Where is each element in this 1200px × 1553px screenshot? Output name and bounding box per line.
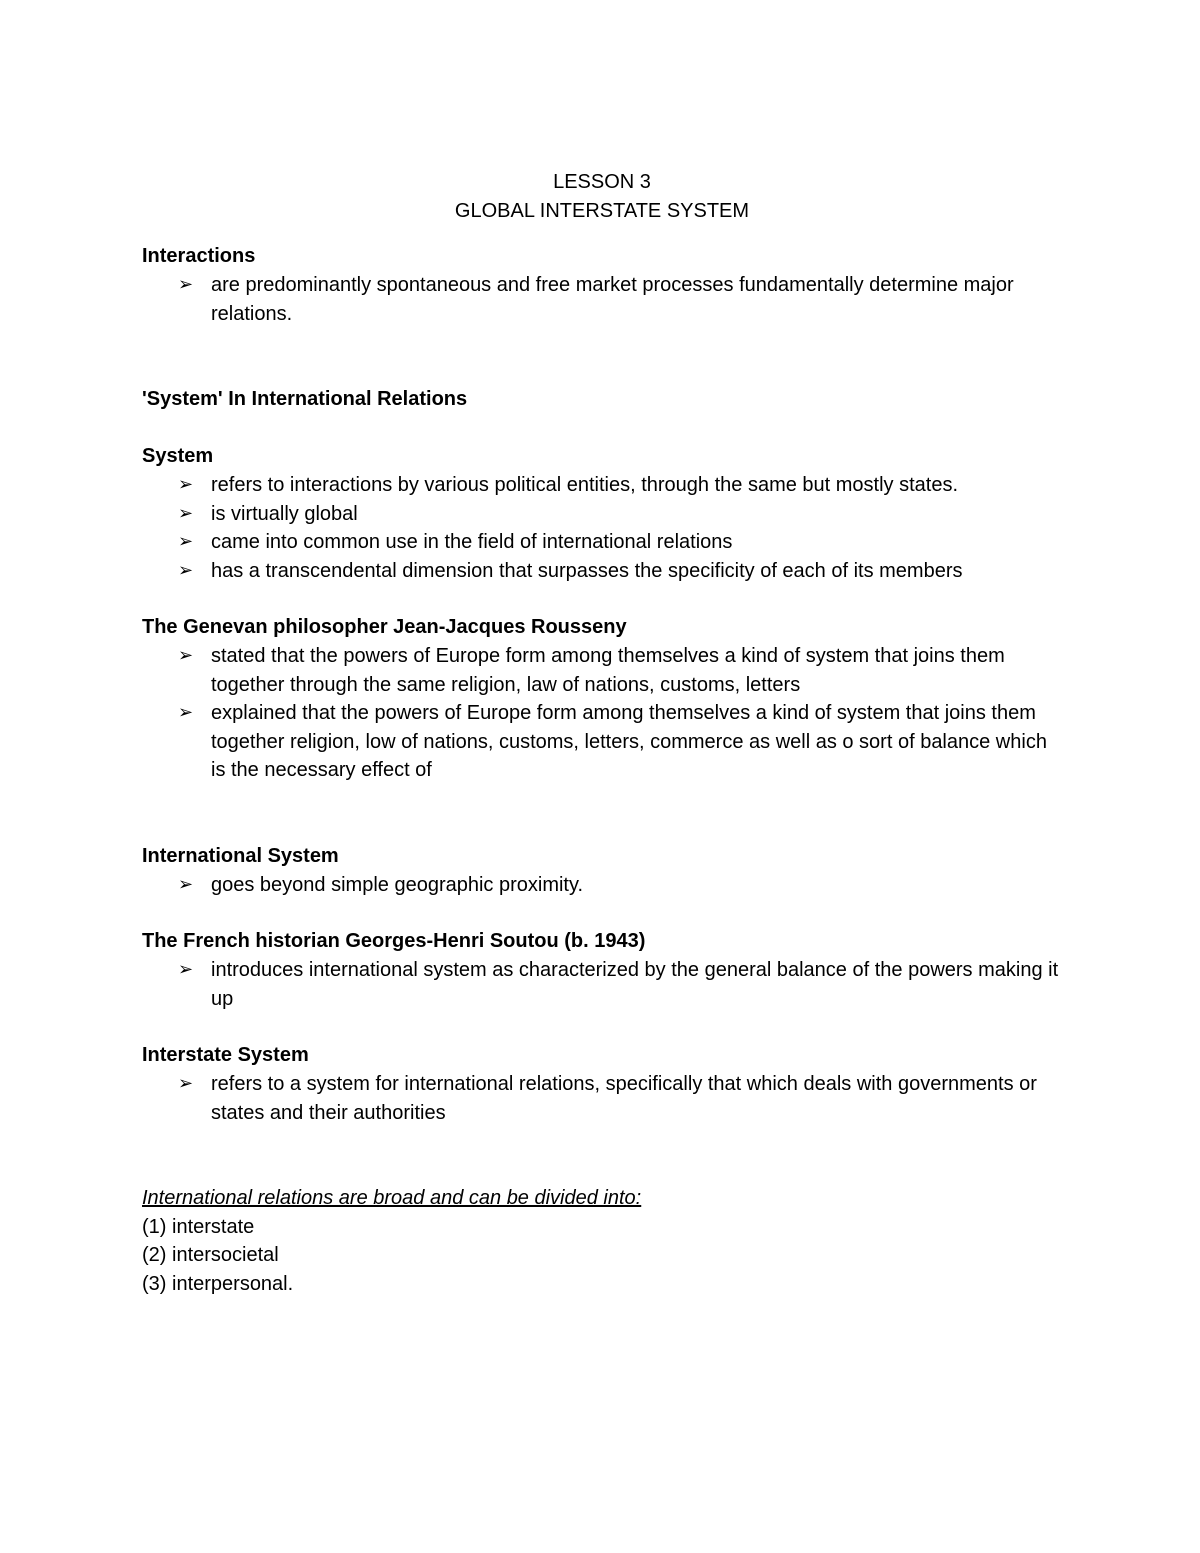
division-item: (2) intersocietal (142, 1244, 279, 1266)
bullet-list-interactions (142, 271, 1062, 328)
heading-interstate-system: Interstate System (142, 1044, 309, 1066)
divisions-intro: International relations are broad and can be divided into: (142, 1187, 642, 1209)
division-item: (3) interpersonal. (142, 1272, 294, 1295)
arrow-bullet-icon: ➢ (178, 531, 194, 552)
bullet-list-international-system (142, 871, 1062, 900)
list-item: ➢ introduces international system as characterized by the general balance of the powers making it up (142, 956, 1062, 1013)
list-item: ➢ refers to interactions by various political entities, through the same but mostly states. (142, 471, 1062, 500)
list-item: ➢ came into common use in the field of international relations (142, 528, 1062, 557)
list-item: ➢ goes beyond simple geographic proximity. (142, 871, 1062, 900)
heading-rousseny: The Genevan philosopher Jean-Jacques Rousseny (142, 616, 627, 638)
division-item: (1) interstate (142, 1215, 255, 1238)
arrow-bullet-icon: ➢ (178, 474, 194, 495)
lesson-number: LESSON 3 (553, 171, 651, 193)
heading-interactions: Interactions (142, 245, 256, 267)
heading-soutou: The French historian Georges-Henri Soutou (b. 1943) (142, 930, 646, 952)
bullet-list-interstate-system (142, 1070, 1062, 1127)
arrow-bullet-icon: ➢ (178, 502, 194, 524)
list-item: ➢ has a transcendental dimension that surpasses the specificity of each of its members (142, 557, 1062, 586)
arrow-bullet-icon: ➢ (178, 959, 194, 980)
heading-system-in-ir: 'System' In International Relations (142, 388, 468, 410)
arrow-bullet-icon: ➢ (178, 645, 194, 666)
arrow-bullet-icon: ➢ (178, 873, 194, 895)
bullet-list-system (142, 471, 1062, 585)
arrow-bullet-icon: ➢ (178, 1073, 194, 1094)
arrow-bullet-icon: ➢ (178, 559, 194, 581)
list-item: ➢ are predominantly spontaneous and free market processes fundamentally determine major relations. (142, 271, 1062, 328)
list-item: ➢ refers to a system for international relations, specifically that which deals with governments or states and their authorities (142, 1070, 1062, 1127)
list-item: ➢ explained that the powers of Europe form among themselves a kind of system that joins them together religion, low of nations, customs, letters, commerce as well as o sort of balance which is the necessary effect of (142, 699, 1062, 785)
lesson-title: GLOBAL INTERSTATE SYSTEM (454, 200, 750, 222)
arrow-bullet-icon: ➢ (178, 274, 194, 295)
heading-system: System (142, 445, 214, 467)
title-block (142, 168, 1062, 226)
document-page (142, 168, 1062, 1298)
bullet-list-soutou (142, 956, 1062, 1013)
list-item: ➢ is virtually global (142, 500, 1062, 529)
heading-international-system: International System (142, 844, 339, 867)
bullet-list-rousseny (142, 642, 1062, 785)
list-item: ➢ stated that the powers of Europe form among themselves a kind of system that joins them together through the same religion, law of nations, customs, letters (142, 642, 1062, 699)
arrow-bullet-icon: ➢ (178, 702, 194, 723)
